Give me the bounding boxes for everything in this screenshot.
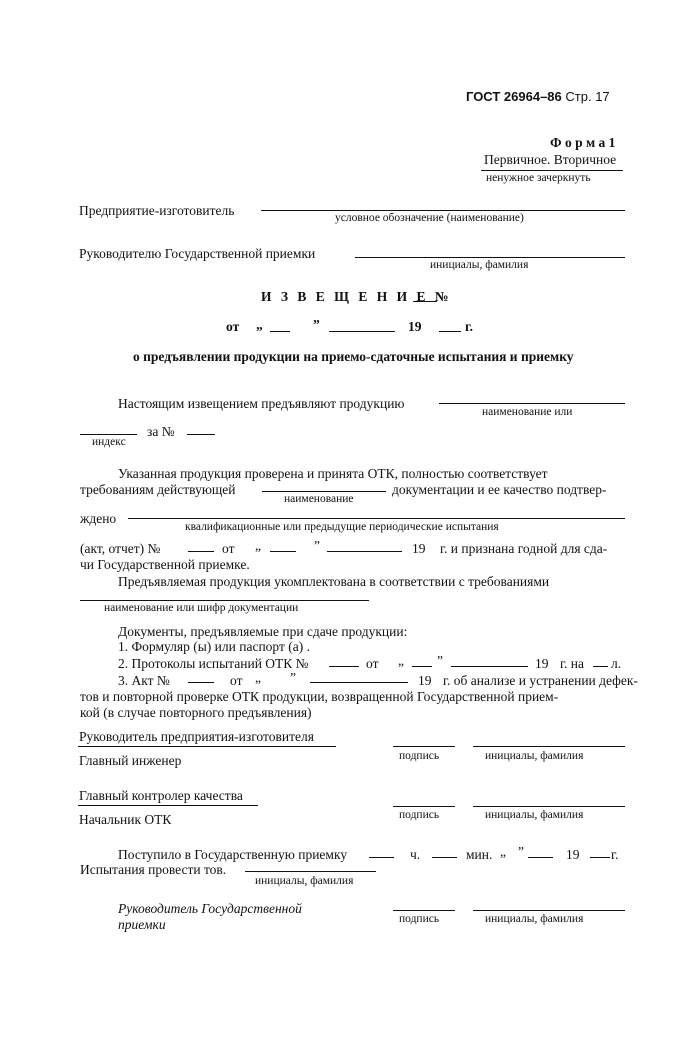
received-sign-line xyxy=(393,910,455,911)
doc2e: л. xyxy=(611,656,622,671)
sig-name-caption-2: инициалы, фамилия xyxy=(485,809,584,821)
notice-date-qopen: „ xyxy=(256,317,263,332)
doc2a: 2. Протоколы испытаний ОТК № xyxy=(118,656,309,671)
received-name-caption: инициалы, фамилия xyxy=(485,913,584,925)
sig-sign-caption-2: подпись xyxy=(399,809,440,821)
received-head-1: Руководитель Государственной xyxy=(118,901,302,916)
doc3-num-line xyxy=(188,682,214,683)
doc3c: 19 xyxy=(418,673,432,688)
sig-chief-qc-underline xyxy=(78,805,258,806)
sig-chief-qc: Главный контролер качества xyxy=(79,788,243,803)
doc3b: от xyxy=(230,673,243,688)
form-type: Первичное. Вторичное xyxy=(484,152,617,167)
p2-line2b: документации и ее качество подтвер- xyxy=(392,482,607,497)
received-h: ч. xyxy=(410,847,421,862)
acceptance-head-line xyxy=(355,257,625,258)
doc2-num-line xyxy=(329,666,359,667)
p1-line xyxy=(439,403,625,404)
p2-doc-line xyxy=(262,491,386,492)
form-label: Ф о р м а 1 xyxy=(550,135,616,150)
form-type-line xyxy=(481,170,623,171)
sig-head-mfr: Руководитель предприятия-изготовителя xyxy=(79,729,314,744)
p2-line4b: от xyxy=(222,541,235,556)
received-year-line xyxy=(590,857,610,858)
notice-year-line xyxy=(439,331,461,332)
sig-sign-caption-1: подпись xyxy=(399,750,440,762)
doc1: 1. Формуляр (ы) или паспорт (а) . xyxy=(118,639,310,654)
acceptance-head-caption: инициалы, фамилия xyxy=(430,259,529,271)
p2-line4a: (акт, отчет) № xyxy=(80,541,161,556)
doc2d: г. на xyxy=(560,656,584,671)
manufacturer-caption: условное обозначение (наименование) xyxy=(335,212,524,224)
received-caption: инициалы, фамилия xyxy=(255,875,354,887)
standard-number xyxy=(466,90,610,103)
p1b-num: за № xyxy=(147,424,175,439)
docs-intro: Документы, предъявляемые при сдаче продукции: xyxy=(118,624,408,639)
p2-line2a: требованиям действующей xyxy=(80,482,236,497)
p3-text: Предъявляемая продукция укомплектована в соответствии с требованиями xyxy=(118,574,550,589)
doc3-line2: тов и повторной проверке ОТК продукции, возвращенной Государственной прием- xyxy=(80,689,559,704)
received-min-line xyxy=(432,857,457,858)
received-qclose: ” xyxy=(518,844,524,859)
doc2-qopen: „ xyxy=(398,653,404,668)
sig-sign-line-1 xyxy=(393,746,455,747)
p2-line3: ждено xyxy=(80,511,117,526)
doc2-qclose: ” xyxy=(437,653,443,668)
doc2b: от xyxy=(366,656,379,671)
sig-sign-line-2 xyxy=(393,806,455,807)
doc3-qopen: „ xyxy=(255,670,261,685)
doc3d: г. об анализе и устранении дефек- xyxy=(443,673,638,688)
notice-title: И З В Е Щ Е Н И Е № xyxy=(261,289,452,304)
doc2-month-line xyxy=(451,666,528,667)
p2-month-line xyxy=(327,551,402,552)
sig-name-line-2 xyxy=(473,806,625,807)
p2-qclose: ” xyxy=(314,538,320,553)
form-hint: ненужное зачеркнуть xyxy=(486,172,591,184)
acceptance-head-label: Руководителю Государственной приемки xyxy=(79,246,316,261)
p3-line xyxy=(80,600,369,601)
received-text: Поступило в Государственную приемку xyxy=(118,847,348,862)
p1-caption: наименование или xyxy=(482,406,573,418)
sig-name-caption-1: инициалы, фамилия xyxy=(485,750,584,762)
p1b-line xyxy=(80,434,137,435)
received-g: г. xyxy=(611,847,619,862)
received-sign-caption: подпись xyxy=(399,913,440,925)
doc3-month-line xyxy=(310,682,408,683)
notice-day-line xyxy=(270,331,290,332)
sig-name-line-1 xyxy=(473,746,625,747)
p2-caption2: квалификационные или предыдущие периодические испытания xyxy=(185,521,499,533)
notice-year-prefix: 19 xyxy=(408,319,422,334)
manufacturer-label: Предприятие-изготовитель xyxy=(79,203,235,218)
manufacturer-line xyxy=(261,210,625,211)
received-head-2: приемки xyxy=(118,917,166,932)
p2-line1: Указанная продукция проверена и принята ОТК, полностью соответствует xyxy=(118,466,548,481)
received-year: 19 xyxy=(566,847,580,862)
p1-text: Настоящим извещением предъявляют продукцию xyxy=(118,396,405,411)
p2-act-num-line xyxy=(188,551,214,552)
p1b-num-line xyxy=(187,434,215,435)
received-hour-line xyxy=(369,857,394,858)
notice-number-line xyxy=(413,301,437,302)
notice-subtitle: о предъявлении продукции на приемо-сдаточные испытания и приемку xyxy=(133,349,574,364)
doc3a: 3. Акт № xyxy=(118,673,170,688)
received-name-line xyxy=(473,910,625,911)
doc2-day-line xyxy=(412,666,432,667)
p2-day-line xyxy=(270,551,296,552)
p2-caption: наименование xyxy=(284,493,354,505)
sig-otk-head: Начальник ОТК xyxy=(79,812,172,827)
received-test-line xyxy=(245,871,376,872)
notice-date-ot: от xyxy=(226,319,240,334)
page-number: Стр. 17 xyxy=(565,89,610,104)
doc3-qclose: ” xyxy=(290,670,296,685)
notice-date-qclose: ” xyxy=(313,317,320,332)
sig-chief-eng: Главный инженер xyxy=(79,753,182,768)
p2-qopen: „ xyxy=(255,538,261,553)
p1b-caption: индекс xyxy=(92,436,126,448)
received-min: мин. xyxy=(466,847,493,862)
p2-line4c: 19 xyxy=(412,541,426,556)
p2-tests-line xyxy=(128,518,625,519)
standard-code: ГОСТ 26964–86 xyxy=(466,89,562,104)
doc3-line3: кой (в случае повторного предъявления) xyxy=(80,705,312,720)
notice-month-line xyxy=(329,331,395,332)
p2-line4d: г. и признана годной для сда- xyxy=(440,541,608,556)
p2-line5: чи Государственной приемке. xyxy=(80,557,250,572)
received-qopen: „ xyxy=(500,844,506,859)
received-month-line xyxy=(528,857,553,858)
received-test: Испытания провести тов. xyxy=(80,862,227,877)
p3-caption: наименование или шифр документации xyxy=(104,602,299,614)
sig-head-mfr-underline xyxy=(78,746,336,747)
doc2c: 19 xyxy=(535,656,549,671)
notice-year-suffix: г. xyxy=(465,319,473,334)
doc2-pages-line xyxy=(593,666,608,667)
